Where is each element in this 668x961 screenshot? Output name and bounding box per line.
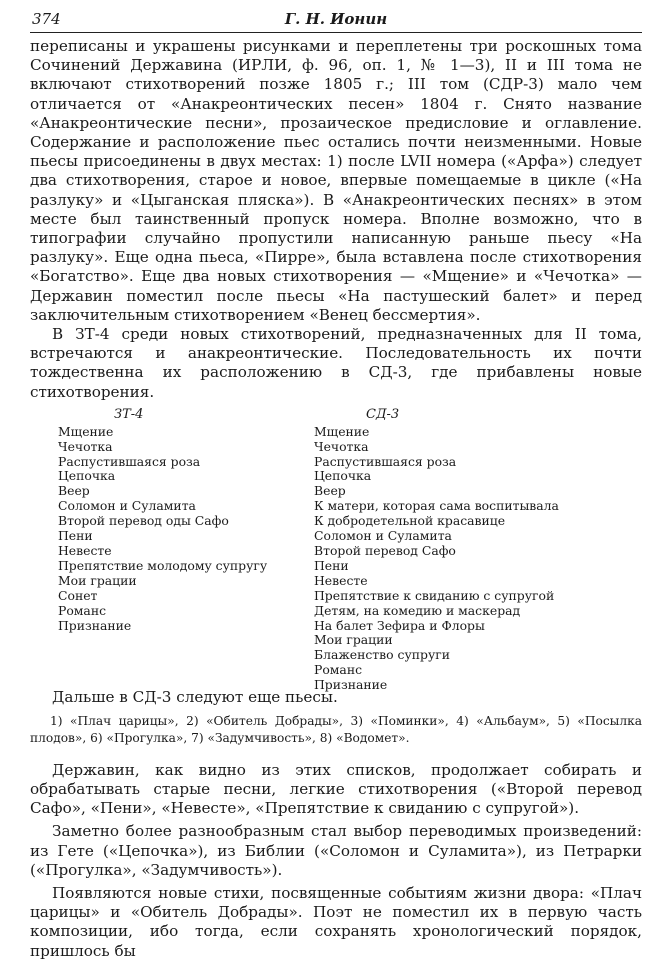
comparison-lists <box>30 406 642 693</box>
list-sd3-heading: СД-3 <box>366 406 400 422</box>
list-item: Распустившаяся роза <box>314 453 457 469</box>
list-item: Мщение <box>314 423 370 439</box>
body-text-bottom <box>30 761 642 961</box>
list-item: На балет Зефира и Флоры <box>314 617 485 633</box>
list-item: Чечотка <box>58 438 113 454</box>
paragraph-continuation: переписаны и украшены рисунками и переплетены три роскошных тома Сочинений Державина (ИРЛИ, ф. 96, оп. 1, № 1—3), II и III тома не включают стихотворений позже 1805 г.; III том (СДР-3) мало чем отличается от «Анакреонтических песен» 1804 г. Снято название «Анакреонтические песни», прозаическое предисловие и оглавление. Содержание и расположение пьес остались почти неизменными. Новые пьесы присоединены в двух местах: 1) после LVII номера («Арфа») следует два стихотворения, старое и новое, впервые помещаемые в цикле («На разлуку» и «Цыганская пляска»). В «Анакреонтических песнях» в этом месте был таинственный пропуск номера. Вполне возможно, что в типографии случайно пропустили написанную раньше пьесу «На разлуку». Еще одна пьеса, «Пирре», была вставлена после стихотворения «Богатство». Еще два новых стихотворения — «Мщение» и «Чечотка» — Державин поместил после пьесы «На пастушеский балет» и перед заключительным стихотворением «Венец бессмертия». <box>30 37 642 324</box>
list-item: Мои грации <box>314 632 393 648</box>
list-zt4-items <box>58 425 288 634</box>
footnote-text: 1) «Плач царицы», 2) «Обитель Добрады», 3) «Поминки», 4) «Альбаум», 5) «Посылка плодов», 6) «Прогулка», 7) «Задумчивость», 8) «Водомет». <box>30 713 642 745</box>
list-item: Распустившаяся роза <box>58 453 201 469</box>
list-zt4-heading: ЗТ-4 <box>114 406 144 422</box>
list-item: Препятствие к свиданию с супругой <box>314 587 555 603</box>
list-item: Соломон и Суламита <box>314 528 452 544</box>
list-item: Блаженство супруги <box>314 647 450 663</box>
body-text-top <box>30 37 642 402</box>
list-item: Мщение <box>58 423 114 439</box>
list-item: Веер <box>58 483 90 499</box>
list-item: Веер <box>314 483 346 499</box>
list-item: Соломон и Суламита <box>58 498 196 514</box>
paragraph-collecting: Державин, как видно из этих списков, продолжает собирать и обрабатывать старые песни, легкие стихотворения («Второй перевод Сафо», «Пени», «Невесте», «Препятствие к свиданию с супругой»). <box>30 760 642 818</box>
list-item: Второй перевод Сафо <box>314 543 456 559</box>
footnote <box>30 713 642 747</box>
running-header <box>30 8 642 33</box>
list-item: Цепочка <box>58 468 116 484</box>
list-item: Романс <box>58 602 107 618</box>
after-list-text: Дальше в СД-3 следуют еще пьесы. <box>52 687 338 706</box>
list-item: Признание <box>58 617 132 633</box>
list-item: Детям, на комедию и маскерад <box>314 602 521 618</box>
list-item: Невесте <box>58 543 112 559</box>
list-item: Пени <box>58 528 93 544</box>
page-number: 374 <box>32 10 61 28</box>
paragraph-translations: Заметно более разнообразным стал выбор переводимых произведений: из Гете («Цепочка»), из Библии («Соломон и Суламита»), из Петрарки («Прогулка», «Задумчивость»). <box>30 822 642 879</box>
paragraph-court-events: Появляются новые стихи, посвященные событиям жизни двора: «Плач царицы» и «Обитель Добрады». Поэт не поместил их в первую часть композиции, ибо тогда, если сохранять хронологический порядок, пришлось бы <box>30 884 642 960</box>
list-sd3-items <box>314 425 644 693</box>
list-item: Признание <box>314 677 388 693</box>
list-zt4 <box>58 408 288 634</box>
list-item: К добродетельной красавице <box>314 513 506 529</box>
list-item: К матери, которая сама воспитывала <box>314 498 559 514</box>
list-item: Второй перевод оды Сафо <box>58 513 229 529</box>
list-sd3 <box>314 408 644 693</box>
list-item: Препятствие молодому супругу <box>58 557 268 573</box>
list-item: Мои грации <box>58 572 137 588</box>
list-item: Цепочка <box>314 468 372 484</box>
list-item: Пени <box>314 557 349 573</box>
list-item: Чечотка <box>314 438 369 454</box>
paragraph-zt4: В ЗТ-4 среди новых стихотворений, предназначенных для II тома, встречаются и анакреонтические. Последовательность их почти тождественна их расположению в СД-3, где прибавлены новые стихотворения. <box>30 325 642 401</box>
list-item: Романс <box>314 662 363 678</box>
running-title: Г. Н. Ионин <box>284 10 388 28</box>
list-item: Сонет <box>58 587 98 603</box>
list-item: Невесте <box>314 572 368 588</box>
